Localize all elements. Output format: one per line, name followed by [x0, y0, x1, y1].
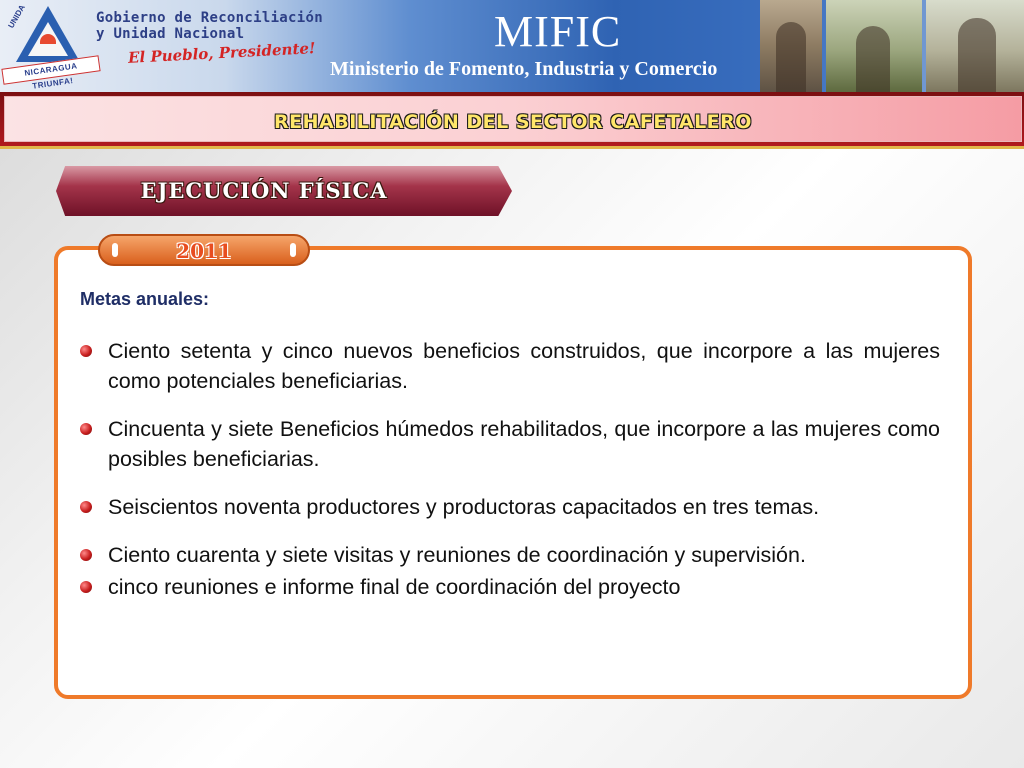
photo-figure	[776, 22, 806, 92]
list-item	[80, 492, 940, 522]
goal-text: Ciento cuarenta y siete visitas y reuniones de coordinación y supervisión.	[108, 543, 806, 567]
logo-sun-icon	[40, 34, 56, 44]
bullet-icon	[80, 581, 92, 593]
header-photo-2	[826, 0, 922, 92]
slogan: El Pueblo, Presidente!	[127, 39, 316, 67]
bullet-icon	[80, 549, 92, 561]
section-title: EJECUCIÓN FÍSICA	[140, 178, 388, 203]
divider-line	[0, 146, 1024, 149]
bullet-icon	[80, 423, 92, 435]
logo-side-text: UNIDA	[6, 3, 27, 30]
goals-list	[80, 336, 940, 620]
list-item	[80, 336, 940, 396]
title-bar	[0, 92, 1024, 146]
goal-text: Cincuenta y siete Beneficios húmedos rehabilitados, que incorpore a las mujeres como posibles beneficiarias.	[108, 417, 940, 471]
government-logo	[0, 0, 96, 92]
mific-acronym: MIFIC	[494, 7, 622, 56]
ministry-name: Ministerio de Fomento, Industria y Comercio	[330, 58, 718, 80]
metas-heading: Metas anuales:	[80, 289, 210, 309]
title-panel	[4, 96, 1022, 142]
logo-ribbon: NICARAGUA TRIUNFA!	[1, 55, 100, 84]
photo-figure	[958, 18, 996, 92]
header-photo-1	[760, 0, 822, 92]
list-item	[80, 572, 940, 602]
year-tab	[98, 234, 310, 266]
year-label: 2011	[176, 239, 232, 263]
page-title: REHABILITACIÓN DEL SECTOR CAFETALERO	[274, 111, 752, 133]
bullet-icon	[80, 345, 92, 357]
header-banner	[0, 0, 1024, 92]
list-item	[80, 540, 940, 570]
goal-text: cinco reuniones e informe final de coordinación del proyecto	[108, 575, 681, 599]
header-photo-3	[926, 0, 1024, 92]
bullet-icon	[80, 501, 92, 513]
government-name-line1: Gobierno de Reconciliación	[96, 10, 323, 26]
goal-text: Seiscientos noventa productores y productoras capacitados en tres temas.	[108, 495, 820, 519]
photo-figure	[856, 26, 890, 92]
list-item	[80, 414, 940, 474]
goal-text: Ciento setenta y cinco nuevos beneficios construidos, que incorpore a las mujeres como potenciales beneficiarias.	[108, 339, 940, 393]
government-name-line2: y Unidad Nacional	[96, 26, 245, 42]
